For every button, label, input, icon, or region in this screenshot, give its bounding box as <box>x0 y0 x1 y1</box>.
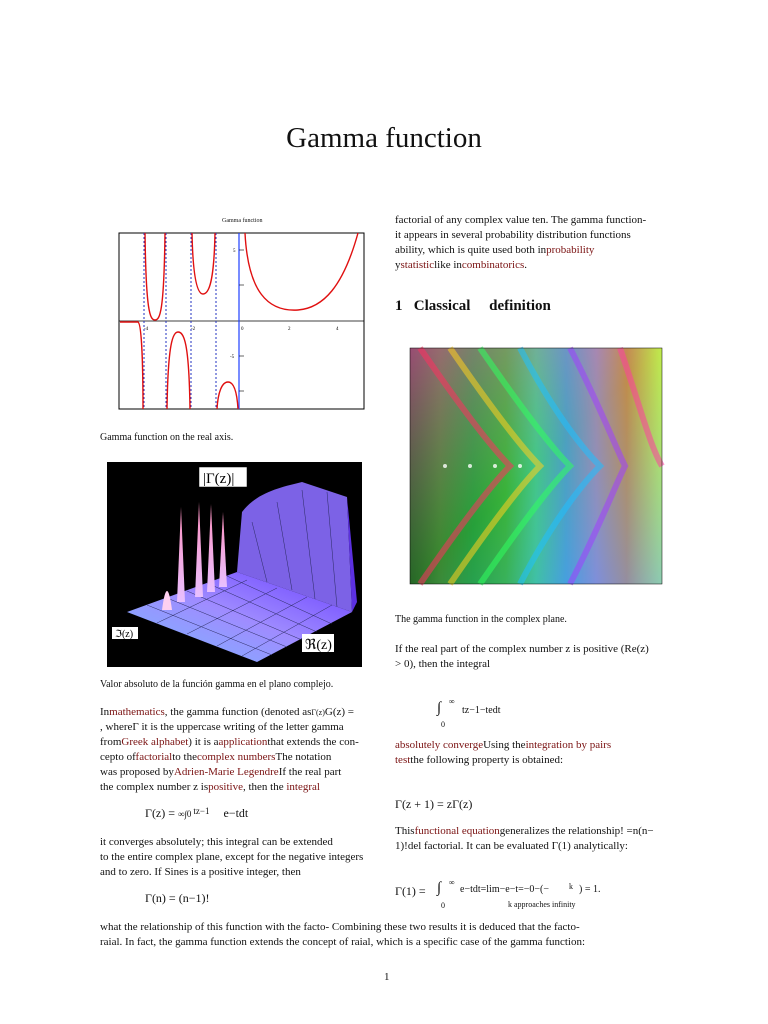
left-para1-line5 <box>100 765 341 780</box>
text: ) it is a <box>188 736 219 748</box>
text: generalizes the relationship! =n(n− <box>499 825 654 837</box>
text: , the gamma function (denoted as <box>164 706 312 718</box>
left-para1-line6 <box>100 780 320 795</box>
left-para2-line2: to the entire complex plane, except for the negative integers <box>100 851 364 863</box>
link-test[interactable]: test <box>395 754 411 766</box>
left-para1-line2: , whereΓ it is the uppercase writing of the letter gamma <box>100 721 344 733</box>
fig1-ytick: -5 <box>230 355 235 360</box>
text: was proposed by <box>100 766 174 778</box>
right-para1-line2: it appears in several probability distribution functions <box>395 229 631 241</box>
text: G(z) = <box>324 706 355 718</box>
link-statistic[interactable]: statistic <box>400 259 435 271</box>
text: , then the <box>242 781 284 793</box>
eq1-lhs: Γ(z) = <box>145 806 179 820</box>
link-integral[interactable]: integral <box>286 781 320 793</box>
eq3-sup: ∞ <box>449 697 455 706</box>
fig1-xtick: 2 <box>288 327 291 332</box>
text: that extends the con- <box>267 736 359 748</box>
eq5-under: k approaches infinity <box>508 900 576 909</box>
right-para2-line1: If the real part of the complex number z is positive (Re(z) <box>395 643 649 655</box>
text: y <box>395 259 401 271</box>
eq5-body: e−tdt=lim−e−t=−0−(− <box>460 884 549 895</box>
gamma-abs-3d-plot <box>107 462 362 667</box>
text: The notation <box>275 751 332 763</box>
eq1-t: tz−1 <box>193 806 210 816</box>
fig2-label-top: |Γ(z)| <box>203 471 235 487</box>
eq3-int: ∫ <box>437 700 442 716</box>
right-para1-line3 <box>395 243 594 258</box>
right-para1-line1: factorial of any complex value ten. The gamma function- <box>395 214 647 226</box>
fig1-xtick: -2 <box>191 327 196 332</box>
equation-gamma-integral <box>145 806 248 821</box>
page-title: Gamma function <box>286 122 482 154</box>
right-para3-line2 <box>395 753 563 768</box>
text: like in <box>434 259 462 271</box>
text: ability, which is quite used both in <box>395 244 547 256</box>
bottom-line2: raial. In fact, the gamma function extends the concept of raial, which is a specific case of the gamma function: <box>100 936 586 948</box>
bottom-line1: what the relationship of this function with the facto- Combining these two results it is deduced that the facto- <box>100 921 580 933</box>
page-number: 1 <box>384 971 390 983</box>
left-para2-line1: it converges absolutely; this integral can be extended <box>100 836 333 848</box>
text: the following property is obtained: <box>410 754 564 766</box>
text: Using the <box>483 739 526 751</box>
link-absolutely-converge[interactable]: absolutely converge <box>395 739 484 751</box>
link-greek-alphabet[interactable]: Greek alphabet <box>121 736 189 748</box>
eq5-frac: k <box>569 882 573 891</box>
left-para1-line4 <box>100 750 331 765</box>
fig1-title: Gamma function <box>222 218 263 224</box>
link-combinatorics[interactable]: combinatorics <box>461 259 525 271</box>
gamma-complex-plot <box>400 346 665 594</box>
eq5-sub: 0 <box>441 901 445 910</box>
left-para1-line3 <box>100 735 359 750</box>
fig3-caption: The gamma function in the complex plane. <box>395 614 567 625</box>
link-factorial[interactable]: factorial <box>135 751 173 763</box>
link-functional-equation[interactable]: functional equation <box>414 825 500 837</box>
equation-integral <box>437 700 441 717</box>
section-title: Classical <box>413 298 471 314</box>
fig1-xtick: -4 <box>144 327 149 332</box>
text: This <box>395 825 415 837</box>
text: from <box>100 736 122 748</box>
eq5-lhs: Γ(1) = <box>395 884 426 898</box>
eq5-sup: ∞ <box>449 878 455 887</box>
fig1-xtick: 0 <box>241 327 244 332</box>
fig2-caption: Valor absoluto de la función gamma en el plano complejo. <box>100 679 334 690</box>
link-integration-by-pairs[interactable]: integration by pairs <box>525 739 612 751</box>
eq1-e: e−tdt <box>223 806 249 820</box>
eq5-int: ∫ <box>437 880 442 896</box>
eq3-body: tz−1−tedt <box>462 705 501 716</box>
right-para2-line2: > 0), then the integral <box>395 658 491 670</box>
link-positive[interactable]: positive <box>208 781 243 793</box>
left-para2-line3: and to zero. If Sines is a positive integer, then <box>100 866 301 878</box>
link-mathematics[interactable]: mathematics <box>109 706 165 718</box>
eq1-int: ∞∫0 <box>178 809 192 819</box>
eq5-tail: ) = 1. <box>579 884 601 895</box>
fig2-label-left: ℑ(z) <box>115 629 134 640</box>
right-para1-line4 <box>395 258 527 273</box>
text: the complex number z is <box>100 781 209 793</box>
fig1-caption: Gamma function on the real axis. <box>100 432 234 443</box>
text: In <box>100 706 110 718</box>
equation-gamma-factorial: Γ(n) = (n−1)! <box>145 891 210 905</box>
fig1-ytick: 5 <box>233 249 236 254</box>
link-legendre[interactable]: Adrien-Marie Legendre <box>173 766 279 778</box>
text: to the <box>172 751 197 763</box>
text: Γ(z) <box>311 708 325 717</box>
right-para3-line1 <box>395 738 611 753</box>
section-number: 1 <box>395 298 403 314</box>
fig1-xtick: 4 <box>336 327 339 332</box>
text: cepto of <box>100 751 136 763</box>
fig2-label-right: ℜ(z) <box>305 638 332 653</box>
text: If the real part <box>278 766 342 778</box>
text: . <box>524 259 527 271</box>
link-application[interactable]: application <box>218 736 268 748</box>
link-probability[interactable]: probability <box>546 244 595 256</box>
gamma-real-plot <box>118 232 366 410</box>
equation-functional: Γ(z + 1) = zΓ(z) <box>395 797 473 811</box>
left-para1-line1 <box>100 705 354 720</box>
link-complex-numbers[interactable]: complex numbers <box>196 751 276 763</box>
section-heading <box>395 298 551 315</box>
right-para4-line2: 1)!del factorial. It can be evaluated Γ(1) analytically: <box>395 840 628 852</box>
section-title-2: definition <box>489 298 551 314</box>
right-para4-line1 <box>395 824 654 839</box>
eq3-sub: 0 <box>441 720 445 729</box>
